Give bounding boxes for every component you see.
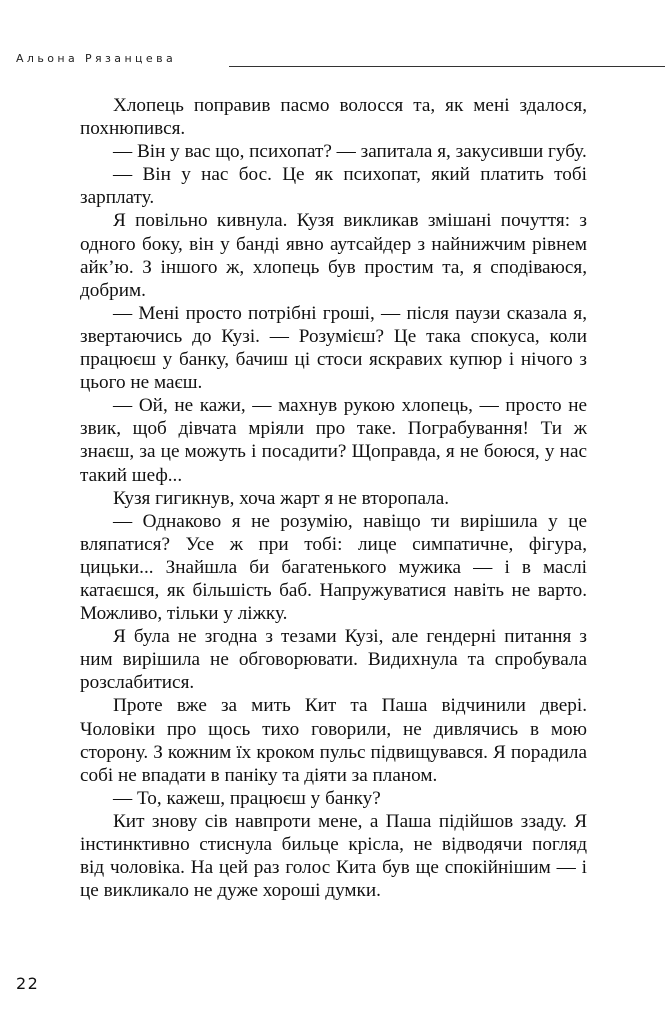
paragraph: Кузя гигикнув, хоча жарт я не второпала. [113,487,450,509]
body-text [80,94,587,902]
paragraph: Я повільно кивнула. Кузя викликав змішані почуття: з одного боку, він у банді явно аутсайдер з найнижчим рівнем айк’ю. З іншого ж, хлопець був простим та, я сподіваюся, добрим. [80,210,587,301]
paragraph: Хлопець поправив пасмо волосся та, як мені здалося, похнюпився. [80,95,587,140]
paragraph: — Він у нас бос. Це як психопат, який платить тобі зарплату. [80,164,587,209]
paragraph: — Мені просто потрібні гроші, — після паузи сказала я, звертаючись до Кузі. — Розумієш? Це така спокуса, коли працюєш у банку, бачиш ці стоси яскравих купюр і нічого з цього не маєш. [80,302,587,394]
paragraph: — Він у вас що, психопат? — запитала я, закусивши губу. [113,141,587,163]
paragraph: — Однаково я не розумію, навіщо ти вирішила у це вляпатися? Усе ж при тобі: лице симпатичне, фігура, цицьки... Знайшла би багатенького мужика — і в маслі катаєшся, як більшість баб. Напружуватися навіть не варто. Можливо, тільки у ліжку. [80,510,587,625]
paragraph: — Ой, не кажи, — махнув рукою хлопець, — просто не звик, щоб дівчата мріяли про таке. Пограбування! Ти ж знаєш, за це можуть і посадити? Щоправда, я не боюся, у нас такий шеф... [80,395,587,486]
paragraph: — То, кажеш, працюєш у банку? [113,787,381,809]
paragraph: Кит знову сів навпроти мене, а Паша підійшов ззаду. Я інстинктивно стиснула бильце крісла, не відводячи погляд від чоловіка. На цей раз голос Кита був ще спокійнішим — і це викликало не дуже хороші думки. [80,810,587,902]
paragraph: Я була не згодна з тезами Кузі, але гендерні питання з ним вирішила не обговорювати. Видихнула та спробувала розслабитися. [80,626,587,694]
running-head-author: Альона Рязанцева [16,52,177,65]
page-number: 22 [16,974,40,993]
paragraph: Проте вже за мить Кит та Паша відчинили двері. Чоловіки про щось тихо говорили, не дивлячись в мою сторону. З кожним їх кроком пульс підвищувався. Я порадила собі не впадати в паніку та діяти за планом. [80,695,587,786]
header-rule [229,66,665,67]
